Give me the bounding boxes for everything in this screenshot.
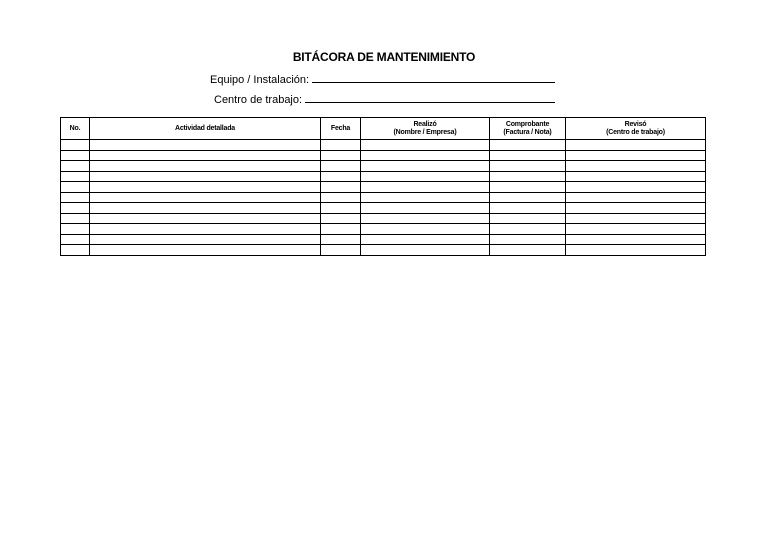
table-cell[interactable] (321, 161, 361, 172)
table-cell[interactable] (321, 150, 361, 161)
table-cell[interactable] (321, 192, 361, 203)
table-row (61, 224, 706, 235)
table-cell[interactable] (61, 171, 90, 182)
maintenance-log-table (60, 117, 706, 256)
table-cell[interactable] (61, 161, 90, 172)
workplace-field-label: Centro de trabajo: (214, 94, 303, 106)
table-body (61, 140, 706, 256)
table-cell[interactable] (566, 182, 706, 193)
header-performed-by: Realizó (Nombre / Empresa) (361, 118, 490, 140)
table-cell[interactable] (90, 234, 321, 245)
table-cell[interactable] (490, 150, 566, 161)
table-cell[interactable] (90, 213, 321, 224)
table-cell[interactable] (321, 140, 361, 151)
header-date: Fecha (321, 118, 361, 140)
table-cell[interactable] (321, 234, 361, 245)
table-cell[interactable] (361, 192, 490, 203)
table-cell[interactable] (321, 203, 361, 214)
table-cell[interactable] (490, 203, 566, 214)
header-receipt: Comprobante (Factura / Nota) (490, 118, 566, 140)
table-cell[interactable] (361, 245, 490, 256)
table-cell[interactable] (490, 140, 566, 151)
table-cell[interactable] (61, 150, 90, 161)
table-cell[interactable] (361, 171, 490, 182)
table-cell[interactable] (490, 213, 566, 224)
table-row (61, 182, 706, 193)
table-cell[interactable] (361, 224, 490, 235)
table-row (61, 192, 706, 203)
table-cell[interactable] (61, 245, 90, 256)
workplace-field (214, 92, 555, 106)
table-cell[interactable] (361, 140, 490, 151)
table-cell[interactable] (490, 224, 566, 235)
table-cell[interactable] (566, 161, 706, 172)
equipment-field-label: Equipo / Instalación: (210, 74, 310, 86)
header-reviewed-by: Revisó (Centro de trabajo) (566, 118, 706, 140)
table-row (61, 203, 706, 214)
table-cell[interactable] (361, 234, 490, 245)
table-row (61, 161, 706, 172)
table-cell[interactable] (61, 234, 90, 245)
table-cell[interactable] (90, 224, 321, 235)
table-cell[interactable] (490, 234, 566, 245)
table-row (61, 140, 706, 151)
table-cell[interactable] (90, 150, 321, 161)
table-cell[interactable] (90, 161, 321, 172)
table-cell[interactable] (361, 150, 490, 161)
table-cell[interactable] (361, 182, 490, 193)
table-row (61, 150, 706, 161)
table-cell[interactable] (490, 171, 566, 182)
table-cell[interactable] (90, 140, 321, 151)
table-cell[interactable] (490, 192, 566, 203)
workplace-input-line[interactable] (305, 92, 555, 103)
table-cell[interactable] (566, 245, 706, 256)
table-cell[interactable] (361, 213, 490, 224)
table-cell[interactable] (321, 213, 361, 224)
table-cell[interactable] (490, 245, 566, 256)
table-cell[interactable] (61, 213, 90, 224)
table-cell[interactable] (566, 234, 706, 245)
table-cell[interactable] (566, 171, 706, 182)
table-cell[interactable] (90, 245, 321, 256)
table-row (61, 245, 706, 256)
table-cell[interactable] (61, 203, 90, 214)
table-cell[interactable] (490, 161, 566, 172)
table-cell[interactable] (321, 224, 361, 235)
table-cell[interactable] (61, 192, 90, 203)
table-cell[interactable] (490, 182, 566, 193)
table-cell[interactable] (90, 182, 321, 193)
table-cell[interactable] (566, 213, 706, 224)
table-cell[interactable] (321, 245, 361, 256)
equipment-input-line[interactable] (312, 72, 555, 83)
table-cell[interactable] (566, 203, 706, 214)
table-cell[interactable] (61, 140, 90, 151)
table-cell[interactable] (321, 182, 361, 193)
header-activity: Actividad detallada (90, 118, 321, 140)
table-cell[interactable] (361, 161, 490, 172)
table-row (61, 171, 706, 182)
table-cell[interactable] (90, 203, 321, 214)
table-cell[interactable] (566, 140, 706, 151)
table-row (61, 234, 706, 245)
table-cell[interactable] (61, 182, 90, 193)
table-cell[interactable] (321, 171, 361, 182)
table-cell[interactable] (566, 150, 706, 161)
table-header-row (61, 118, 706, 140)
page-title: BITÁCORA DE MANTENIMIENTO (292, 50, 476, 64)
equipment-field (210, 72, 555, 86)
table-row (61, 213, 706, 224)
table-cell[interactable] (90, 171, 321, 182)
table-cell[interactable] (61, 224, 90, 235)
table-cell[interactable] (90, 192, 321, 203)
table-cell[interactable] (566, 192, 706, 203)
header-no: No. (61, 118, 90, 140)
table-cell[interactable] (566, 224, 706, 235)
table-cell[interactable] (361, 203, 490, 214)
